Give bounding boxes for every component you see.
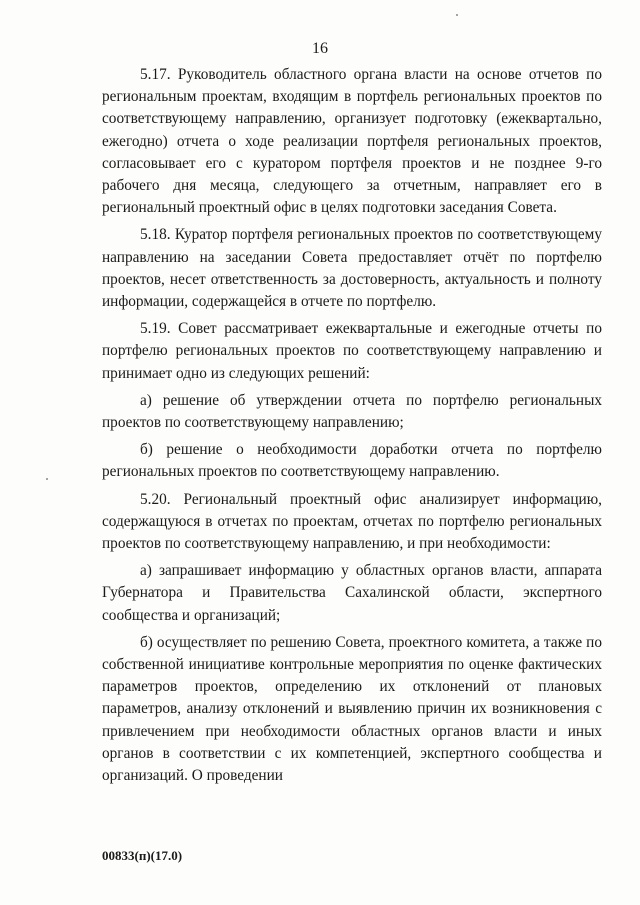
document-body — [102, 64, 602, 792]
scan-speck — [456, 14, 458, 16]
paragraph-5-20-b: б) осуществляет по решению Совета, проектного комитета, а также по собственной инициативе контрольные мероприятия по оценке фактических параметров проектов, определению их отклонений от плановых параметров, анализу отклонений и выявлению причин их возникновения с привлечением при необходимости областных органов власти и иных органов в соответствии с их компетенцией, экспертного сообщества и организаций. О проведении — [102, 633, 602, 785]
document-code: 00833(п)(17.0) — [102, 848, 183, 863]
paragraph-5-19-b: б) решение о необходимости доработки отчета по портфелю региональных проектов по соответствующему направлению. — [102, 441, 602, 481]
paragraph-5-17: 5.17. Руководитель областного органа власти на основе отчетов по региональным проектам, входящим в портфель региональных проектов по соответствующему направлению, организует подготовку (ежеквартально, ежегодно) отчета о ходе реализации портфеля региональных проектов, согласовывает его с куратором портфеля проектов и не позднее 9-го рабочего дня месяца, следующего за отчетным, направляет его в региональный проектный офис в целях подготовки заседания Совета. — [102, 66, 602, 217]
scan-speck — [46, 478, 48, 480]
page-number: 16 — [312, 40, 328, 57]
paragraph-5-20-a: а) запрашивает информацию у областных органов власти, аппарата Губернатора и Правительства Сахалинской области, экспертного сообщества и организаций; — [102, 562, 602, 624]
paragraph-5-20: 5.20. Региональный проектный офис анализирует информацию, содержащуюся в отчетах по проектам, отчетах по портфелю региональных проектов по соответствующему направлению, и при необходимости: — [102, 490, 602, 553]
paragraph-5-19: 5.19. Совет рассматривает ежеквартальные и ежегодные отчеты по портфелю региональных проектов по соответствующему направлению и принимает одно из следующих решений: — [102, 320, 602, 382]
paragraph-5-18: 5.18. Куратор портфеля региональных проектов по соответствующему направлению на заседании Совета предоставляет отчёт по портфелю проектов, несет ответственность за достоверность, актуальность и полноту информации, содержащейся в отчете по портфелю. — [102, 226, 602, 311]
paragraph-5-19-a: а) решение об утверждении отчета по портфелю региональных проектов по соответствующему направлению; — [102, 391, 602, 432]
